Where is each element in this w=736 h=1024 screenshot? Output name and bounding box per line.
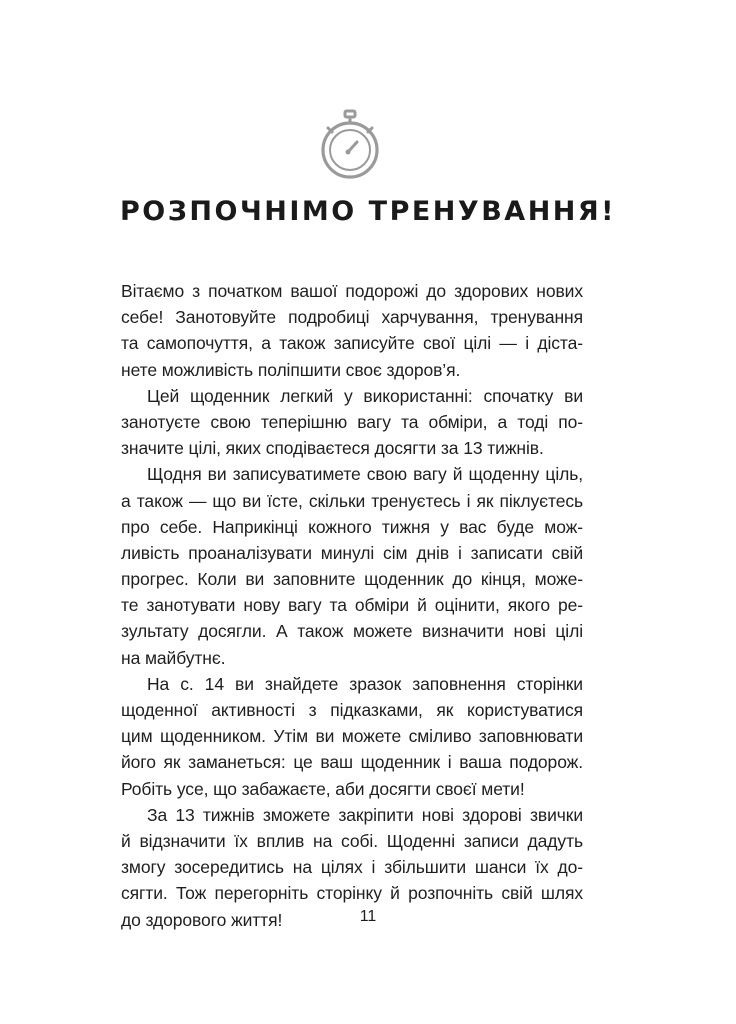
text-line: Щодня ви записуватимете свою вагу й щоденну ціль,	[147, 464, 583, 485]
text-line: значите цілі, яких сподіваєтеся досягти за 13 тижнів.	[121, 438, 544, 459]
text-line: змогу зосередитись на цілях і збільшити шанси їх до-	[121, 857, 583, 878]
text-line: до здорового життя!	[121, 909, 283, 930]
text-line: на майбутнє.	[121, 647, 226, 668]
stopwatch-icon	[318, 108, 382, 180]
text-line: його як заманеться: це ваш щоденник і ваша подорож.	[121, 752, 583, 773]
text-line: себе! Занотовуйте подробиці харчування, тренування	[121, 307, 583, 328]
text-line: та самопочуття, а також записуйте свої цілі — і діста-	[121, 333, 583, 354]
text-line: занотуєте свою теперішню вагу та обміри, а тоді по-	[121, 411, 583, 432]
text-line: ливість проаналізувати минулі сім днів і записати свій	[121, 542, 583, 563]
text-line: На с. 14 ви знайдете зразок заповнення сторінки	[147, 673, 583, 694]
text-line: Робіть усе, що забажаєте, аби досягти своєї мети!	[121, 778, 525, 799]
text-line: те занотувати нову вагу та обміри й оцінити, якого ре-	[121, 595, 583, 616]
text-line: Вітаємо з початком вашої подорожі до здорових нових	[121, 281, 583, 301]
text-line: щоденної активності з підказками, як користуватися	[121, 700, 583, 720]
page-title: РОЗПОЧНІМО ТРЕНУВАННЯ!	[120, 196, 616, 227]
text-line: нете можливість поліпшити своє здоров’я.	[121, 359, 461, 380]
text-line: прогрес. Коли ви заповните щоденник до кінця, може-	[121, 569, 583, 590]
body-text	[121, 278, 583, 933]
text-line: За 13 тижнів зможете закріпити нові здорові звички	[147, 804, 583, 825]
text-line: й відзначити їх вплив на собі. Щоденні записи дадуть	[121, 830, 583, 851]
text-line: зультату досягли. А також можете визначити нові цілі	[121, 621, 583, 642]
text-line: Цей щоденник легкий у використанні: спочатку ви	[147, 385, 583, 406]
text-line: про себе. Наприкінці кожного тижня у вас буде мож-	[121, 516, 583, 537]
text-line: сягти. Тож перегорніть сторінку й розпочніть свій шлях	[121, 883, 583, 904]
text-line: а також — що ви їсте, скільки тренуєтесь і як піклуєтесь	[121, 490, 583, 511]
page-number: 11	[359, 908, 377, 925]
text-line: цим щоденником. Утім ви можете сміливо заповнювати	[121, 726, 583, 747]
